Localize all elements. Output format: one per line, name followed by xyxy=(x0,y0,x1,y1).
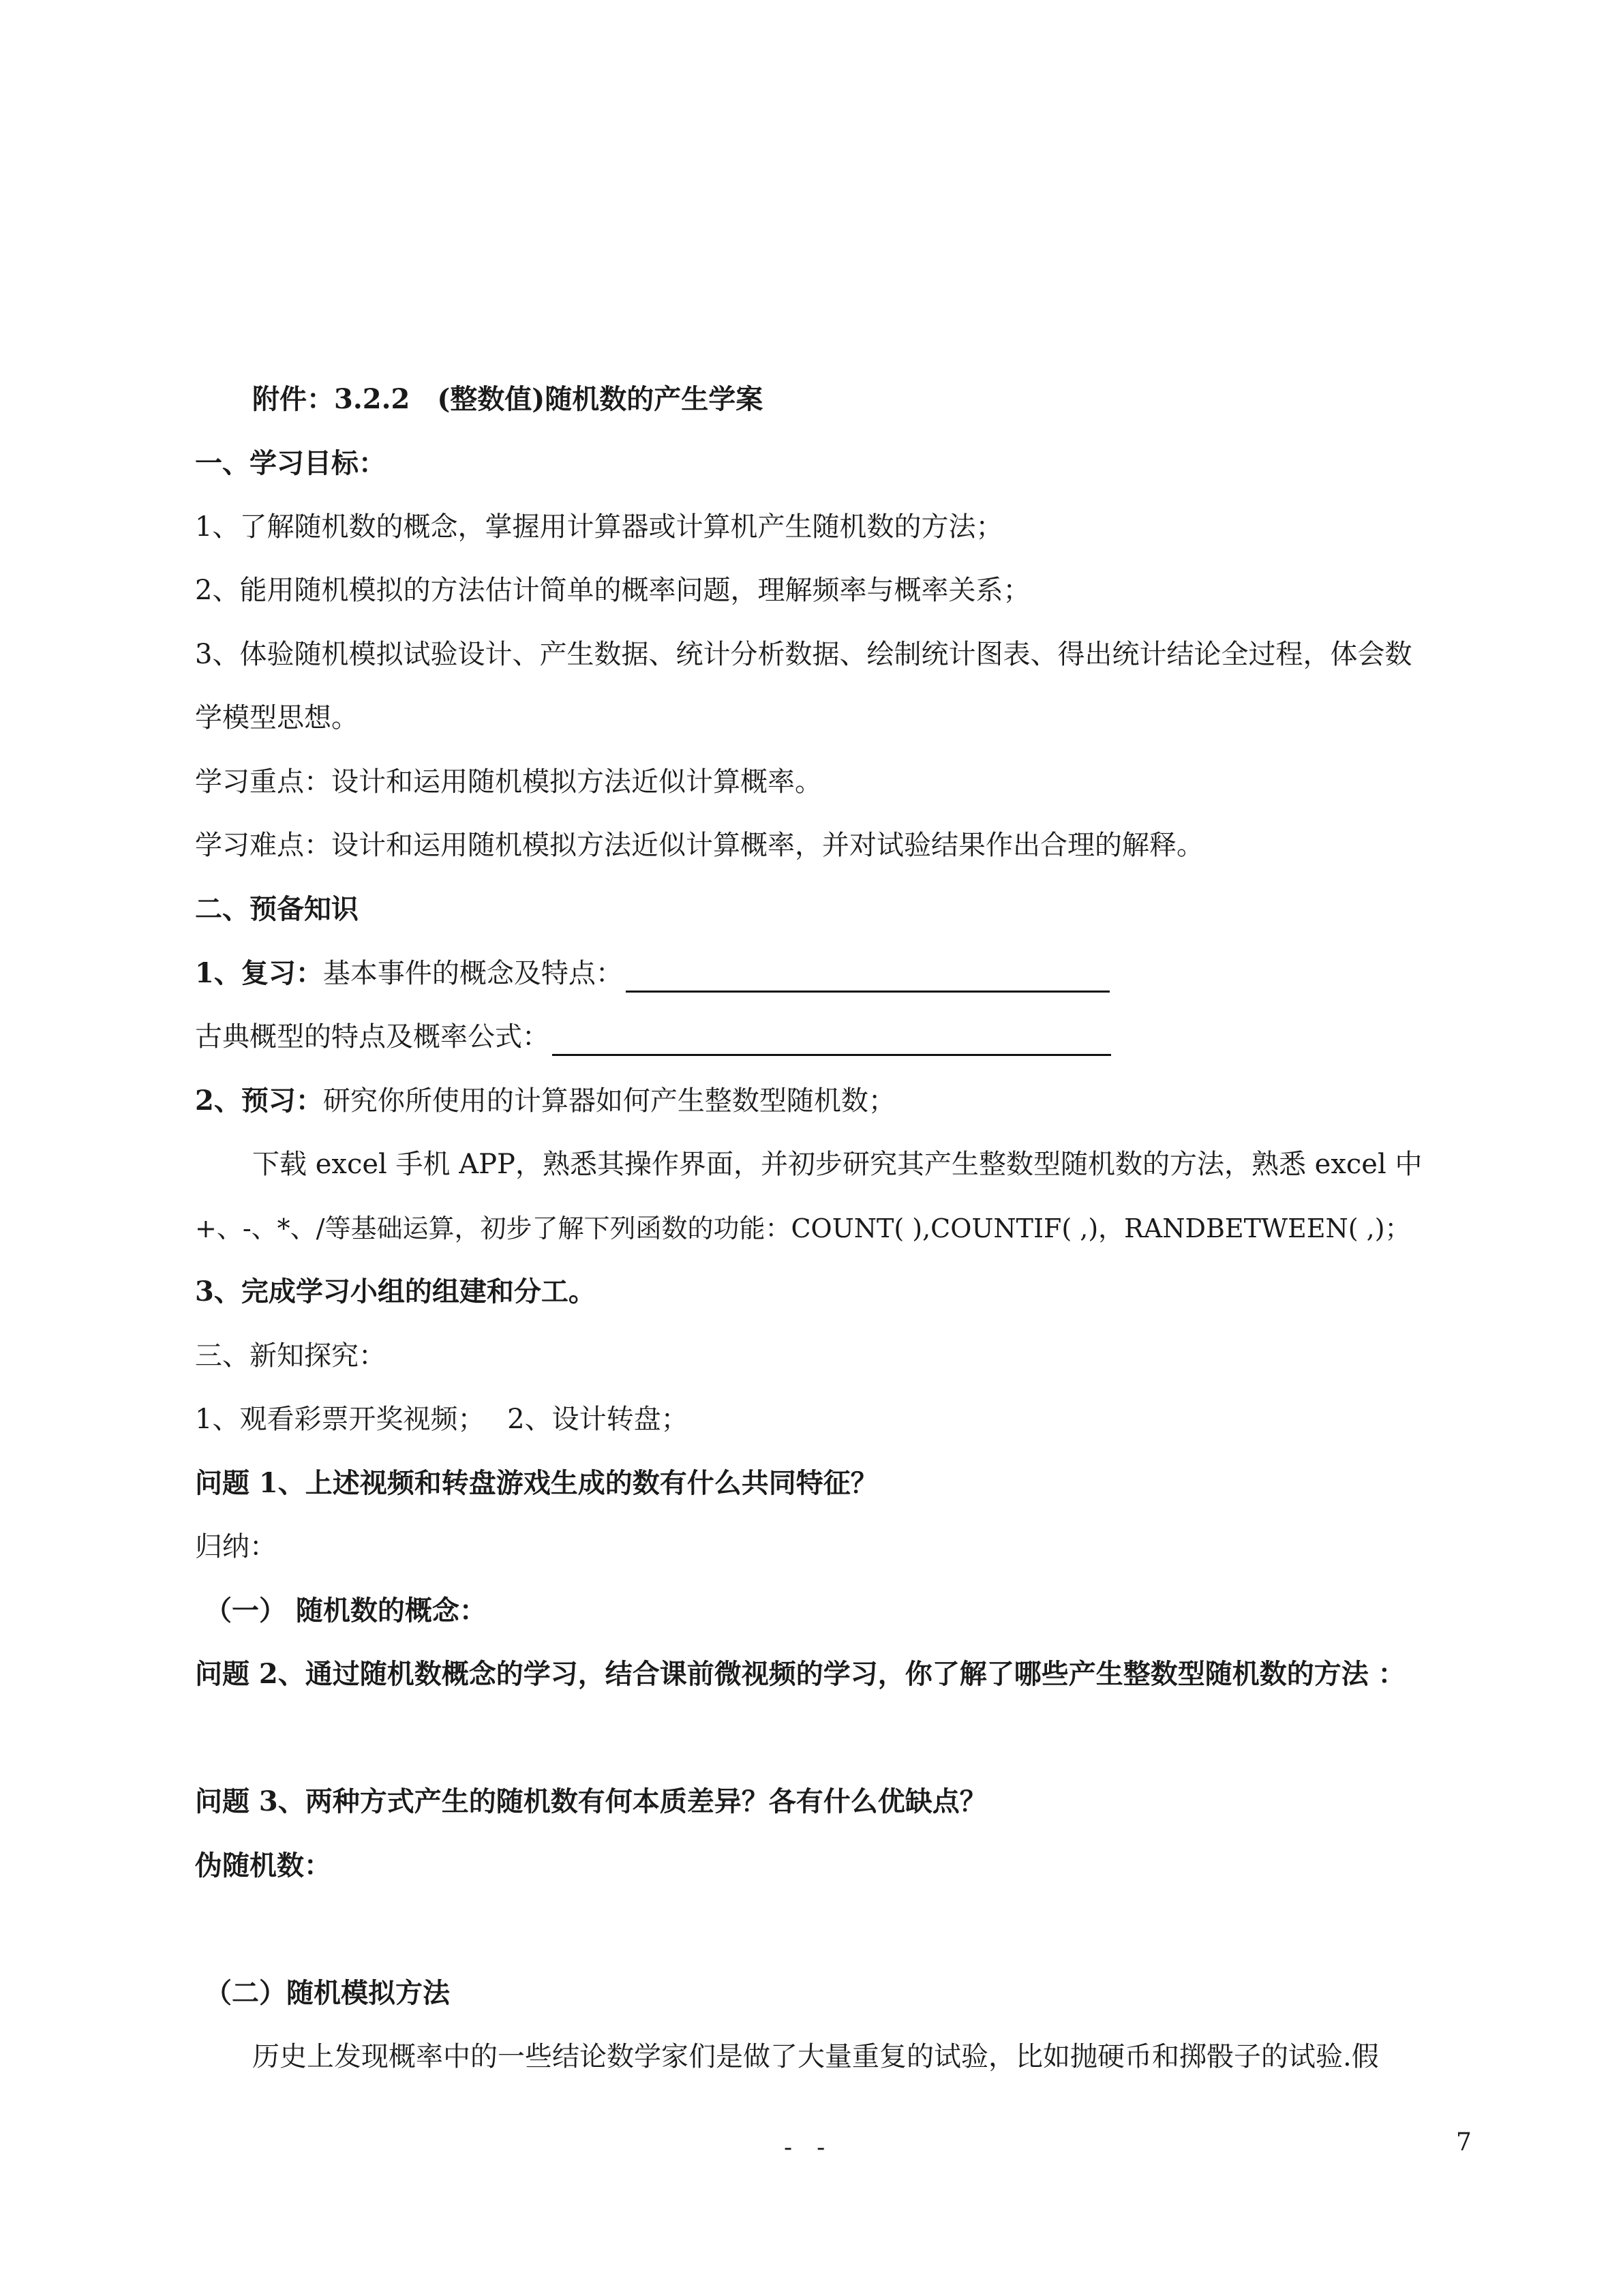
preview-text: 研究你所使用的计算器如何产生整数型随机数； xyxy=(322,1085,896,1117)
page-number: 7 xyxy=(1456,2128,1472,2156)
document-title: 附件：3.2.2 (整数值)随机数的产生学案 xyxy=(252,383,763,415)
goal-1: 1、了解随机数的概念，掌握用计算器或计算机产生随机数的方法； xyxy=(195,511,1003,543)
review-text: 基本事件的概念及特点： xyxy=(322,958,623,989)
section-heading-prep: 二、预备知识 xyxy=(195,893,359,925)
excel-line-1: 下载 excel 手机 APP，熟悉其操作界面，并初步研究其产生整数型随机数的方法，熟悉 excel 中 xyxy=(252,1149,1423,1180)
key-point: 学习重点：设计和运用随机模拟方法近似计算概率。 xyxy=(195,766,822,798)
section-heading-explore: 三、新知探究： xyxy=(195,1340,386,1372)
section-heading-goals: 一、学习目标： xyxy=(195,447,386,479)
subsection-random-number-concept: （一） 随机数的概念： xyxy=(204,1595,487,1627)
question-2: 问题 2、通过随机数概念的学习，结合课前微视频的学习，你了解了哪些产生整数型随机数的方法 ： xyxy=(195,1658,1406,1690)
history-paragraph: 历史上发现概率中的一些结论数学家们是做了大量重复的试验，比如抛硬币和掷骰子的试验.假 xyxy=(252,2041,1379,2072)
activities: 1、观看彩票开奖视频； 2、设计转盘； xyxy=(195,1404,688,1435)
difficult-point: 学习难点：设计和运用随机模拟方法近似计算概率，并对试验结果作出合理的解释。 xyxy=(195,830,1204,861)
classical-answer-blank[interactable] xyxy=(552,1024,1111,1056)
excel-line-2: +、-、*、/等基础运算，初步了解下列函数的功能：COUNT( ),COUNTIF( ,)，RANDBETWEEN( ,)； xyxy=(195,1213,1411,1243)
question-1: 问题 1、上述视频和转盘游戏生成的数有什么共同特征？ xyxy=(195,1467,878,1499)
summary-label: 归纳： xyxy=(195,1531,277,1562)
footer-center-mark: - - xyxy=(784,2134,825,2162)
goal-2: 2、能用随机模拟的方法估计简单的概率问题，理解频率与概率关系； xyxy=(195,575,1031,606)
review-line xyxy=(195,954,1110,993)
review-label: 1、复习： xyxy=(195,957,323,989)
preview-label: 2、预习： xyxy=(195,1085,323,1117)
goal-3-line-1: 3、体验随机模拟试验设计、产生数据、统计分析数据、绘制统计图表、得出统计结论全过程，体会数 xyxy=(195,639,1412,670)
question-3: 问题 3、两种方式产生的随机数有何本质差异？各有什么优缺点？ xyxy=(195,1785,987,1817)
review-answer-blank[interactable] xyxy=(626,961,1110,993)
classical-text: 古典概型的特点及概率公式： xyxy=(195,1021,549,1053)
pseudo-random-label: 伪随机数： xyxy=(195,1849,331,1882)
preview-line xyxy=(195,1082,896,1120)
group-task: 3、完成学习小组的组建和分工。 xyxy=(195,1275,596,1308)
goal-3-line-2: 学模型思想。 xyxy=(195,702,359,734)
classical-line xyxy=(195,1018,1111,1056)
subsection-random-simulation: （二）随机模拟方法 xyxy=(204,1977,450,2009)
